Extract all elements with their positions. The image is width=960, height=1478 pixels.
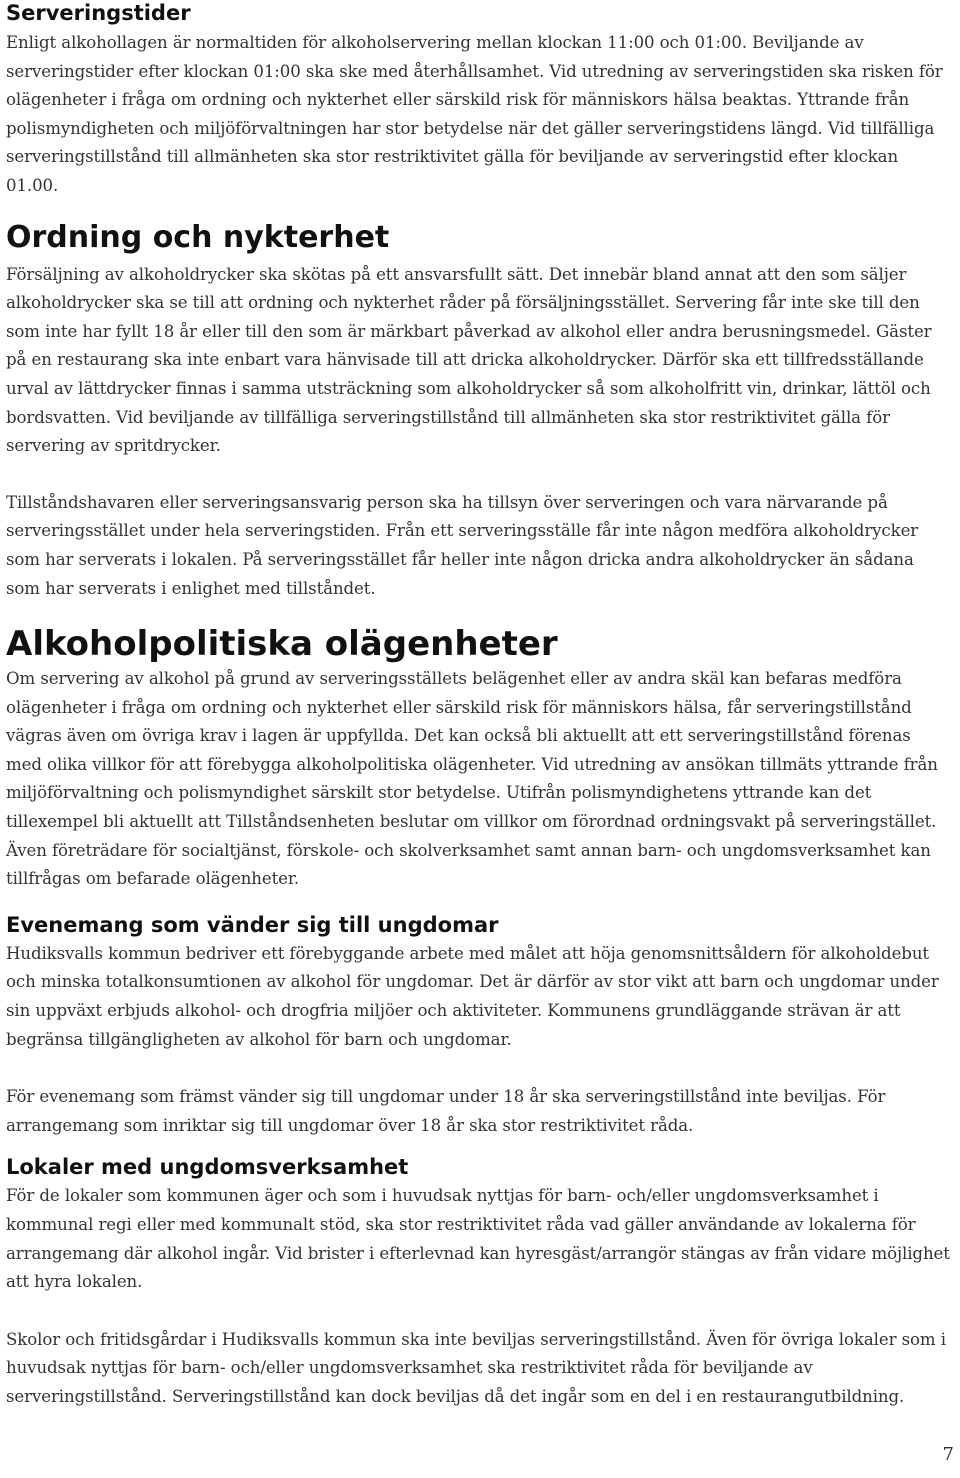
section-heading-alkoholpolitiska-olagenheter: Alkoholpolitiska olägenheter (6, 624, 558, 665)
section-heading-ordning-och-nykterhet: Ordning och nykterhet (6, 219, 390, 255)
paragraph-ordning-1: Försäljning av alkoholdrycker ska skötas på ett ansvarsfullt sätt. Det innebär bland annat att den som säljer alkoholdrycker ska se till att ordning och nykterhet råder på försäljningsstället. Servering får inte ske till den som inte har fyllt 18 år eller till den som är märkbart påverkad av alkohol eller andra berusningsmedel. Gäster på en restaurang ska inte enbart vara hänvisade till att dricka alkoholdrycker. Därför ska ett tillfredsställande urval av lättdrycker finnas i samma utsträckning som alkoholdrycker så som alkoholfritt vin, drinkar, lättöl och bordsvatten. Vid beviljande av tillfälliga serveringstillstånd till allmänheten ska stor restriktivitet gälla för servering av spritdrycker. (6, 264, 932, 456)
section-heading-lokaler-ungdomsverksamhet: Lokaler med ungdomsverksamhet (6, 1155, 409, 1180)
page-number: 7 (942, 1444, 954, 1465)
paragraph-ordning-2: Tillståndshavaren eller serveringsansvarig person ska ha tillsyn över serveringen och vara närvarande på serveringsstället under hela serveringstiden. Från ett serveringsställe får inte någon medföra alkoholdrycker som har serverats i lokalen. På serveringsstället får heller inte någon dricka andra alkoholdrycker än sådana som har serverats i enlighet med tillståndet. (6, 492, 919, 598)
document-page (6, 0, 950, 1412)
paragraph-serveringstider: Enligt alkohollagen är normaltiden för alkoholservering mellan klockan 11:00 och 01:00. Beviljande av serveringstider efter klockan 01:00 ska ske med återhållsamhet. Vid utredning av serveringstiden ska risken för olägenheter i fråga om ordning och nykterhet eller särskild risk för människors hälsa beaktas. Yttrande från polismyndigheten och miljöförvaltningen har stor betydelse när det gäller serveringstidens längd. Vid tillfälliga serveringstillstånd till allmänheten ska stor restriktivitet gälla för beviljande av serveringstid efter klockan 01.00. (6, 33, 943, 195)
paragraph-lokaler-1: För de lokaler som kommunen äger och som i huvudsak nyttjas för barn- och/eller ungdomsverksamhet i kommunal regi eller med kommunalt stöd, ska stor restriktivitet råda vad gäller användande av lokalerna för arrangemang där alkohol ingår. Vid brister i efterlevnad kan hyresgäst/arrangör stängas av från vidare möjlighet att hyra lokalen. (6, 1186, 950, 1292)
section-heading-evenemang-ungdomar: Evenemang som vänder sig till ungdomar (6, 912, 499, 937)
paragraph-lokaler-2: Skolor och fritidsgårdar i Hudiksvalls kommun ska inte beviljas serveringstillstånd. Även för övriga lokaler som i huvudsak nyttjas för barn- och/eller ungdomsverksamhet ska restriktivitet råda för beviljande av serveringstillstånd. Serveringstillstånd kan dock beviljas då det ingår som en del i en restaurangutbildning. (6, 1329, 946, 1406)
section-heading-serveringstider: Serveringstider (6, 1, 191, 25)
paragraph-evenemang-1: Hudiksvalls kommun bedriver ett förebyggande arbete med målet att höja genomsnittsåldern för alkoholdebut och minska totalkonsumtionen av alkohol för ungdomar. Det är därför av stor vikt att barn och ungdomar under sin uppväxt erbjuds alkohol- och drogfria miljöer och aktiviteter. Kommunens grundläggande strävan är att begränsa tillgängligheten av alkohol för barn och ungdomar. (6, 943, 939, 1049)
paragraph-alkoholpolitiska: Om servering av alkohol på grund av serveringsställets belägenhet eller av andra skäl kan befaras medföra olägenheter i fråga om ordning och nykterhet eller särskild risk för människors hälsa, får serveringstillstånd vägras även om övriga krav i lagen är uppfyllda. Det kan också bli aktuellt att ett serveringstillstånd förenas med olika villkor för att förebygga alkoholpolitiska olägenheter. Vid utredning av ansökan tillmäts yttrande från miljöförvaltning och polismyndighet särskilt stor betydelse. Utifrån polismyndighetens yttrande kan det tillexempel bli aktuellt att Tillståndsenheten beslutar om villkor om förordnad ordningsvakt på serveringstället. Även företrädare för socialtjänst, förskole- och skolverksamhet samt annan barn- och ungdomsverksamhet kan tillfrågas om befarade olägenheter. (6, 669, 938, 889)
paragraph-evenemang-2: För evenemang som främst vänder sig till ungdomar under 18 år ska serveringstillstånd inte beviljas. För arrangemang som inriktar sig till ungdomar över 18 år ska stor restriktivitet råda. (6, 1087, 886, 1135)
